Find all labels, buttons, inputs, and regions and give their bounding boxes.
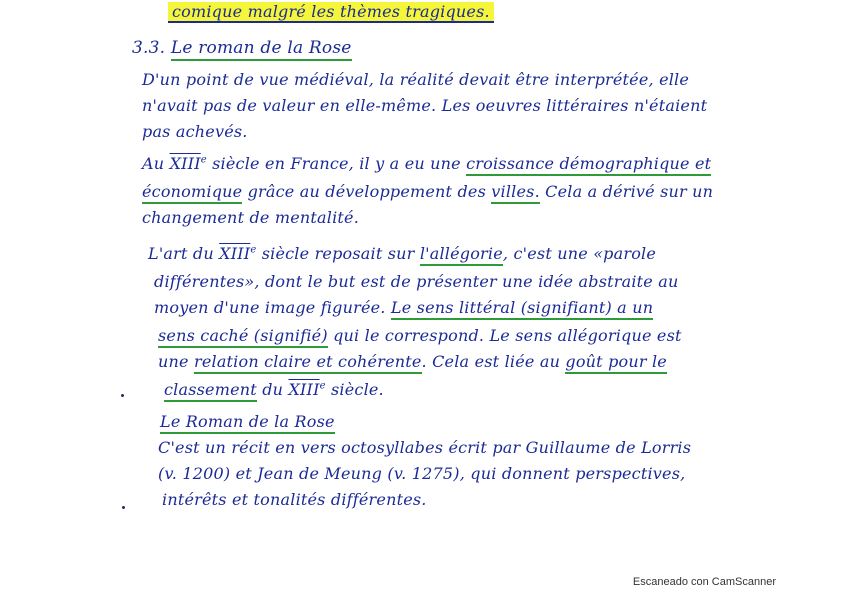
p4-line-3: intérêts et tonalités différentes. bbox=[162, 490, 427, 509]
p3-l5-pre: une bbox=[158, 352, 189, 371]
underlined-term: économique bbox=[142, 182, 242, 204]
section-number: 3.3. bbox=[132, 38, 166, 58]
subheading-text: Le Roman de la Rose bbox=[160, 412, 335, 434]
p2-line-1 bbox=[142, 154, 711, 173]
underlined-term: l'allégorie bbox=[420, 244, 503, 266]
superscript: e bbox=[200, 154, 207, 166]
p2-l1-mid: siècle en France, il y a eu une bbox=[212, 154, 461, 173]
p3-line-5 bbox=[158, 352, 667, 371]
subheading bbox=[160, 412, 335, 431]
scanner-watermark: Escaneado con CamScanner bbox=[632, 576, 776, 588]
section-title: Le roman de la Rose bbox=[171, 38, 352, 61]
margin-mark bbox=[121, 394, 124, 397]
roman-numeral: XIII bbox=[219, 244, 251, 263]
underlined-term: goût pour le bbox=[565, 352, 667, 374]
roman-numeral: XIII bbox=[288, 380, 320, 399]
margin-mark bbox=[122, 506, 125, 509]
highlighted-text: comique malgré les thèmes tragiques. bbox=[168, 2, 494, 23]
p3-line-3 bbox=[154, 298, 653, 317]
p2-l2-post: Cela a dérivé sur un bbox=[545, 182, 714, 201]
p1-line-2: n'avait pas de valeur en elle-même. Les oeuvres littéraires n'étaient bbox=[142, 96, 708, 115]
p1-line-3: pas achevés. bbox=[142, 122, 248, 141]
underlined-term: croissance démographique et bbox=[466, 154, 711, 176]
p4-line-2: (v. 1200) et Jean de Meung (v. 1275), qui donnent perspectives, bbox=[158, 464, 686, 483]
p3-l6-mid: du bbox=[262, 380, 284, 399]
p3-l1-post: , c'est une «parole bbox=[502, 244, 657, 263]
superscript: e bbox=[250, 244, 257, 256]
superscript: e bbox=[319, 380, 326, 392]
p3-l1-mid: siècle reposait sur bbox=[261, 244, 415, 263]
section-heading bbox=[132, 38, 352, 58]
p4-line-1: C'est un récit en vers octosyllabes écrit par Guillaume de Lorris bbox=[158, 438, 692, 457]
p3-l5-mid: . Cela est liée au bbox=[421, 352, 561, 371]
underlined-term: villes. bbox=[491, 182, 540, 204]
p3-line-6 bbox=[164, 380, 384, 399]
roman-numeral: XIII bbox=[169, 154, 201, 173]
p1-line-1: D'un point de vue médiéval, la réalité devait être interprétée, elle bbox=[142, 70, 690, 89]
p3-l3-pre: moyen d'une image figurée. bbox=[154, 298, 386, 317]
p3-line-4 bbox=[158, 326, 682, 345]
p3-l6-post: siècle. bbox=[331, 380, 384, 399]
p2-l2-mid: grâce au développement des bbox=[247, 182, 486, 201]
p3-line-2: différentes», dont le but est de présenter une idée abstraite au bbox=[154, 272, 679, 291]
p2-line-3: changement de mentalité. bbox=[142, 208, 360, 227]
p2-l1-pre: Au bbox=[142, 154, 165, 173]
p2-line-2 bbox=[142, 182, 713, 201]
p3-l1-pre: L'art du bbox=[148, 244, 214, 263]
underlined-term: classement bbox=[164, 380, 257, 402]
p3-l4-post: qui le correspond. Le sens allégorique est bbox=[333, 326, 682, 345]
underlined-term: Le sens littéral (signifiant) a un bbox=[391, 298, 653, 320]
underlined-term: sens caché (signifié) bbox=[158, 326, 328, 348]
top-line bbox=[168, 2, 494, 21]
p3-line-1 bbox=[148, 244, 656, 263]
underlined-term: relation claire et cohérente bbox=[194, 352, 422, 374]
